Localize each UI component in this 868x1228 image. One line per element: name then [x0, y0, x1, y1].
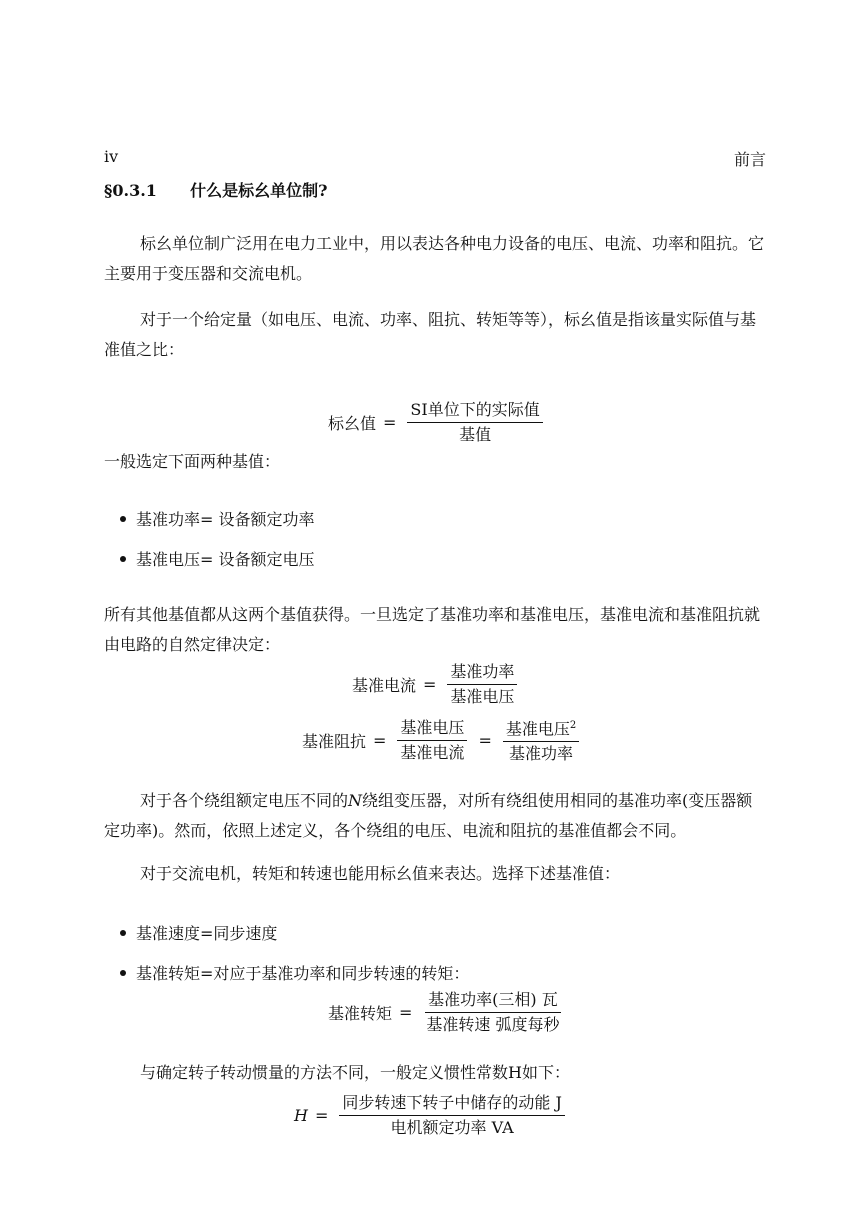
paragraph-inertia: 与确定转子转动惯量的方法不同，一般定义惯性常数H如下：: [140, 1063, 570, 1082]
eq4-denominator: 基准转速 弧度每秒: [426, 1015, 560, 1034]
paragraph-ac-machine: 对于交流电机，转矩和转速也能用标幺值来表达。选择下述基准值：: [140, 864, 621, 883]
paragraph-intro: 标幺单位制广泛用在电力工业中，用以表达各种电力设备的电压、电流、功率和阻抗。它主要用于变压器和交流电机。: [104, 234, 765, 283]
bullet-dot: [120, 930, 126, 936]
bullet-item: 基准转矩=对应于基准功率和同步转速的转矩：: [120, 961, 469, 984]
bullet-item: 基准电压= 设备额定电压: [120, 547, 315, 570]
eq1-fraction: [407, 400, 542, 445]
paragraph-transformer: 对于各个绕组额定电压不同的N绕组变压器，对所有绕组使用相同的基准功率(变压器额定功率)。然而，依照上述定义，各个绕组的电压、电流和阻抗的基准值都会不同。: [104, 791, 753, 840]
bullet-dot: [120, 556, 126, 562]
equation-base-impedance: [302, 716, 583, 764]
eq2-denominator: 基准电压: [450, 687, 515, 706]
eq3-fraction: [397, 718, 467, 763]
eq2-lhs: 基准电流: [352, 676, 417, 695]
equation-inertia-constant: [294, 1093, 569, 1138]
bullet-item: 基准功率= 设备额定功率: [120, 507, 315, 530]
bullet-dot: [120, 516, 126, 522]
eq3-equals-2: =: [478, 730, 492, 750]
section-heading: [104, 178, 327, 201]
eq5-denominator: 电机额定功率 VA: [390, 1118, 514, 1137]
paragraph-definition: 对于一个给定量（如电压、电流、功率、阻抗、转矩等等），标幺值是指该量实际值与基准值之比：: [104, 310, 757, 359]
paragraph-derived-bases: 所有其他基值都从这两个基值获得。一旦选定了基准功率和基准电压，基准电流和基准阻抗就由电路的自然定律决定：: [104, 605, 761, 654]
eq5-fraction: [339, 1093, 565, 1138]
eq3-fraction-2: [503, 716, 579, 764]
eq4-fraction: [423, 990, 562, 1035]
eq1-numerator: SI单位下的实际值: [407, 400, 542, 423]
page-number: iv: [104, 147, 119, 166]
eq3-numerator: 基准电压: [397, 718, 467, 741]
eq4-equals: =: [399, 1003, 413, 1022]
eq4-lhs: 基准转矩: [328, 1004, 393, 1023]
eq2-numerator: 基准功率: [447, 662, 517, 685]
equation-base-torque: [328, 990, 567, 1035]
equation-base-current: [352, 662, 521, 707]
equation-per-unit: [328, 400, 547, 445]
paragraph-base-selection: 一般选定下面两种基值：: [104, 452, 281, 471]
eq3-lhs: 基准阻抗: [302, 731, 367, 751]
eq5-numerator: 同步转速下转子中储存的动能 J: [339, 1093, 565, 1116]
eq2-equals: =: [423, 675, 437, 694]
eq3-denominator-2: 基准功率: [509, 744, 574, 764]
eq5-lhs: H: [294, 1106, 308, 1125]
bullet-dot: [120, 970, 126, 976]
eq5-equals: =: [314, 1106, 329, 1125]
eq1-equals: =: [383, 413, 397, 432]
eq3-superscript: 2: [569, 720, 577, 731]
eq3-equals: =: [373, 730, 387, 750]
eq4-numerator: 基准功率(三相) 瓦: [425, 990, 561, 1013]
running-header: 前言: [733, 150, 766, 169]
section-title: 什么是标幺单位制?: [190, 181, 328, 200]
variable-n: N: [348, 791, 363, 810]
bullet-item: 基准速度=同步速度: [120, 921, 277, 944]
eq3-denominator: 基准电流: [400, 742, 465, 762]
eq3-numerator-2: 基准电压$^2$: [503, 716, 579, 742]
section-number: §0.3.1: [104, 181, 157, 200]
eq1-lhs: 标幺值: [328, 414, 377, 433]
eq1-denominator: 基值: [459, 425, 492, 444]
eq2-fraction: [447, 662, 517, 707]
